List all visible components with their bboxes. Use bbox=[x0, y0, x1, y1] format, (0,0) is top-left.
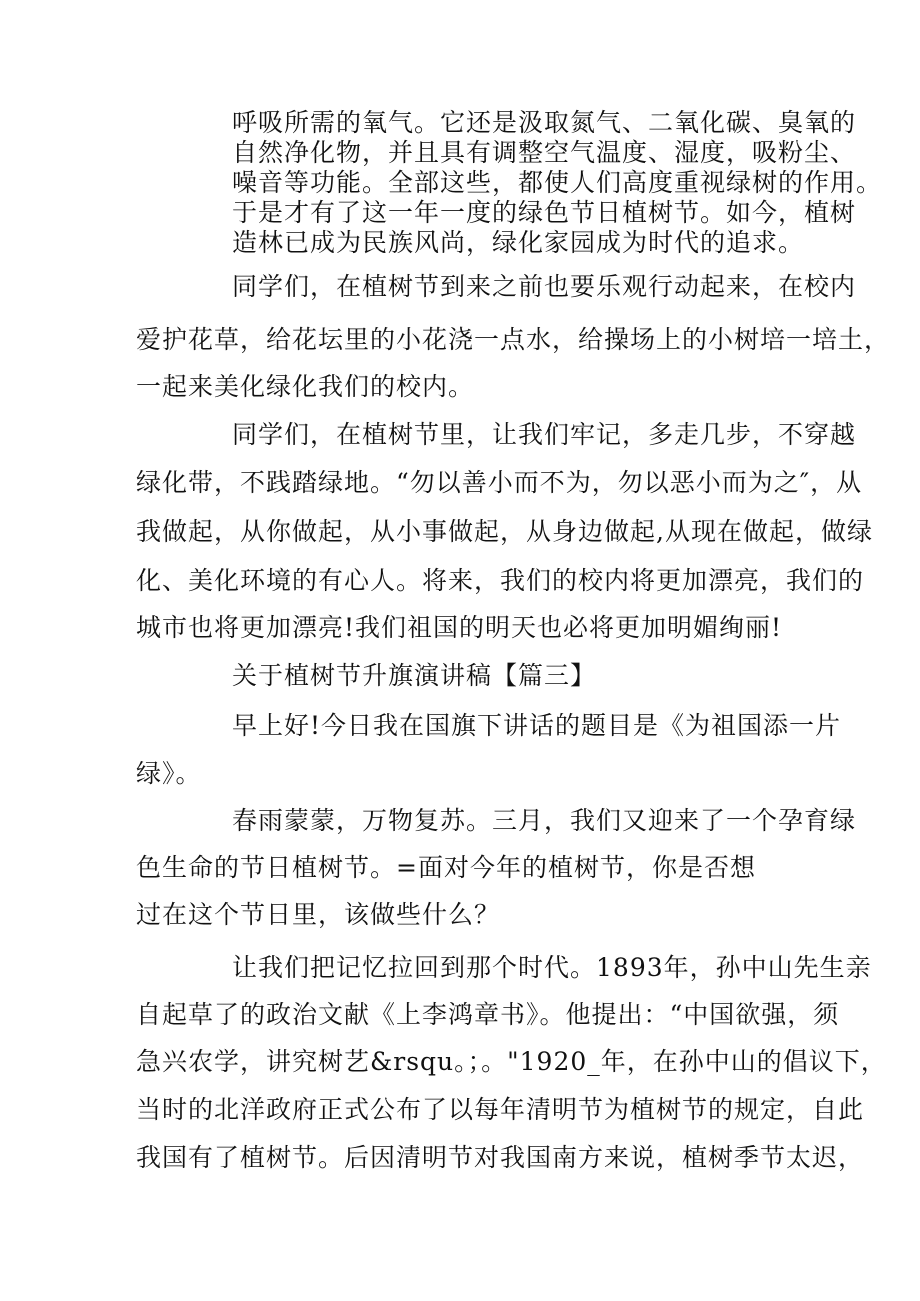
text-line: 自然净化物，并且具有调整空气温度、湿度，吸粉尘、 bbox=[232, 138, 857, 167]
text-line: 同学们，在植树节到来之前也要乐观行动起来，在校内 bbox=[232, 272, 857, 301]
text-line: 噪音等功能。全部这些，都使人们高度重视绿树的作用。 bbox=[232, 168, 883, 197]
text-line: 我国有了植树节。后因清明节对我国南方来说，植树季节太迟， bbox=[136, 1143, 865, 1172]
text-line: 当时的北洋政府正式公布了以每年清明节为植树节的规定，自此 bbox=[136, 1095, 865, 1124]
text-line: 让我们把记忆拉回到那个时代。1893年，孙中山先生亲 bbox=[232, 953, 872, 982]
text-line: 过在这个节日里，该做些什么？ bbox=[136, 900, 501, 929]
text-line: 同学们，在植树节里，让我们牢记，多走几步，不穿越 bbox=[232, 420, 857, 449]
text-line: 春雨蒙蒙，万物复苏。三月，我们又迎来了一个孕育绿 bbox=[232, 806, 857, 835]
text-line: 呼吸所需的氧气。它还是汲取氮气、二氧化碳、臭氧的 bbox=[232, 108, 857, 137]
section-title: 关于植树节升旗演讲稿【篇三】 bbox=[232, 661, 597, 690]
text-line: 造林已成为民族风尚，绿化家园成为时代的追求。 bbox=[232, 228, 805, 257]
text-line: 爱护花草，给花坛里的小花浇一点水，给操场上的小树培一培土， bbox=[136, 325, 891, 354]
text-line: 绿化带，不践踏绿地。“勿以善小而不为，勿以恶小而为之″，从 bbox=[136, 468, 863, 497]
text-line: 我做起，从你做起，从小事做起，从身边做起,从现在做起，做绿 bbox=[136, 517, 873, 546]
text-line: 化、美化环境的有心人。将来，我们的校内将更加漂亮，我们的 bbox=[136, 566, 865, 595]
text-line: 绿》。 bbox=[136, 759, 202, 788]
text-line: 早上好!今日我在国旗下讲话的题目是《为祖国添一片 bbox=[232, 711, 842, 740]
text-line: 色生命的节日植树节。=面对今年的植树节，你是否想 bbox=[136, 853, 756, 882]
text-line: 城市也将更加漂亮!我们祖国的明天也必将更加明媚绚丽! bbox=[136, 613, 783, 642]
text-line: 一起来美化绿化我们的校内。 bbox=[136, 372, 475, 401]
text-line: 于是才有了这一年一度的绿色节日植树节。如今，植树 bbox=[232, 198, 857, 227]
text-line: 自起草了的政治文献《上李鸿章书》。他提出：“中国欲强，须 bbox=[136, 1000, 840, 1029]
text-line: 急兴农学，讲究树艺&rsqu。；。"1920_年，在孙中山的倡议下， bbox=[136, 1047, 887, 1076]
